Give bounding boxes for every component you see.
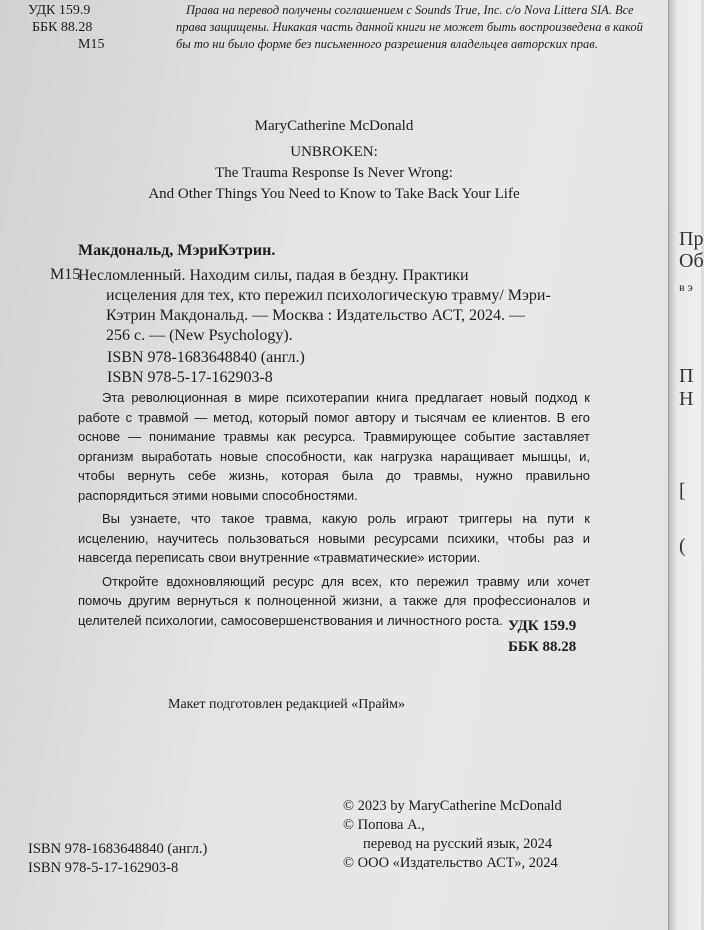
adjacent-page-fragment: Н: [679, 388, 694, 410]
udk-code: УДК 159.9: [508, 618, 577, 634]
author-mark: М15: [78, 37, 105, 52]
adjacent-page-fragment: Пр: [679, 228, 704, 250]
adjacent-page-fragment: [: [679, 480, 686, 502]
udk-code: УДК 159.9: [28, 3, 91, 18]
catalog-entry-line: исцеления для тех, кто пережил психологическую травму/ Мэри-: [106, 287, 551, 304]
isbn-russian: ISBN 978-5-17-162903-8: [28, 860, 179, 876]
catalog-isbn-block: [107, 348, 305, 388]
copyright-block: [343, 797, 562, 873]
catalog-code: М15: [50, 266, 81, 283]
adjacent-page-fragment: Об: [679, 250, 704, 272]
isbn-russian: ISBN 978-5-17-162903-8: [107, 369, 273, 386]
annotation-paragraph: Откройте вдохновляющий ресурс для всех, кто пережил травму или хочет помочь другим вернуться к полноценной жизни, а также для профессионалов и целителей психологии, самосовершенствования и личностного роста.: [78, 573, 590, 628]
original-title: UNBROKEN:: [290, 144, 378, 160]
copyright-line: © 2023 by MaryCatherine McDonald: [343, 798, 562, 814]
bottom-classification-codes: [508, 616, 576, 658]
original-subtitle-2: And Other Things You Need to Know to Take Back Your Life: [148, 186, 520, 202]
annotation-paragraph: Эта революционная в мире психотерапии книга предлагает новый подход к работе с травмой — метод, который помог автору и тысячам ее клиентов. В его основе — понимание травмы как ресурса. Травмирующее событие заставляет организм выработать новые способности, как нагрузка наращивает мышцы, и, чтобы вернуть себе жизнь, которая была до травмы, нужно правильно распорядиться этими новыми способностями.: [78, 390, 590, 503]
bbk-code: ББК 88.28: [508, 639, 577, 655]
top-classification-codes: [28, 2, 104, 53]
isbn-english: ISBN 978-1683648840 (англ.): [107, 349, 305, 366]
annotation: [78, 388, 590, 630]
catalog-entry: [78, 266, 598, 346]
rights-notice: [176, 2, 646, 53]
rights-notice-text: Права на перевод получены соглашением с Sounds True, Inc. c/o Nova Littera SIA. Все права защищены. Никакая часть данной книги не может быть воспроизведена в какой бы то ни было форме без письменного разрешения владельцев авторских прав.: [176, 3, 643, 51]
adjacent-page-fragment: (: [679, 535, 686, 557]
adjacent-page-fragment: П: [679, 365, 694, 387]
copyright-line: © ООО «Издательство АСТ», 2024: [343, 855, 558, 871]
copyright-line: перевод на русский язык, 2024: [363, 836, 553, 852]
adjacent-page-edge: [668, 0, 704, 930]
original-author: MaryCatherine McDonald: [254, 118, 414, 134]
adjacent-page-fragment: в э: [679, 280, 693, 294]
isbn-english: ISBN 978-1683648840 (англ.): [28, 841, 208, 857]
catalog-entry-line: Несломленный. Находим силы, падая в бездну. Практики: [78, 267, 469, 284]
annotation-paragraph: Вы узнаете, что такое травма, какую роль играют триггеры на пути к исцелению, научитесь пользоваться новыми ресурсами психики, чтобы раз и навсегда переписать свои внутренние «травматические» истории.: [78, 511, 590, 565]
original-subtitle-1: The Trauma Response Is Never Wrong:: [215, 165, 453, 181]
original-edition-block: [0, 116, 668, 205]
copyright-line: © Попова А.,: [343, 817, 425, 833]
bbk-code: ББК 88.28: [32, 20, 93, 35]
layout-credit: Макет подготовлен редакцией «Прайм»: [168, 697, 405, 712]
footer-isbn-block: [28, 840, 207, 878]
catalog-entry-line: 256 с. — (New Psychology).: [106, 327, 293, 344]
catalog-author-heading: Макдональд, МэриКэтрин.: [78, 242, 276, 259]
catalog-entry-line: Кэтрин Макдональд. — Москва : Издательство АСТ, 2024. —: [106, 307, 526, 324]
